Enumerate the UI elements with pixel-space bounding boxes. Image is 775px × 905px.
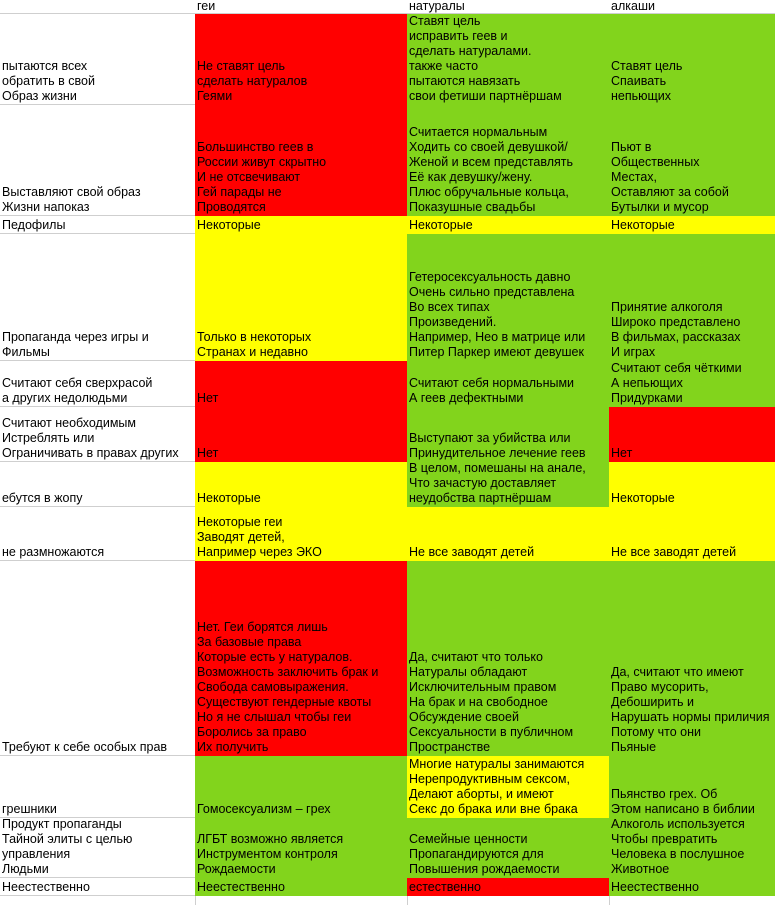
cell-text-line: И не отсвечивают (197, 170, 301, 184)
cell-text-line: Некоторые (197, 491, 261, 505)
row-label-line: Пропаганда через игры и (2, 330, 149, 344)
cell-text-line: Оставляют за собой (611, 185, 729, 199)
cell-text-line: Животное (611, 862, 670, 876)
column-divider (407, 896, 408, 905)
cell-text-line: Рождаемости (197, 862, 276, 876)
cell-text-line: Показушные свадьбы (409, 200, 536, 214)
cell-text-line: Только в некоторых (197, 330, 312, 344)
cell-text-line: Нерепродуктивным сексом, (409, 772, 570, 786)
data-cell[interactable] (609, 462, 775, 507)
data-cell[interactable] (195, 216, 407, 234)
data-cell[interactable] (407, 462, 609, 507)
cell-text-line: Геями (197, 89, 233, 103)
cell-text-line: Местах, (611, 170, 658, 184)
cell-text-line: Ставят цель (611, 59, 683, 73)
cell-text-line: Нет (197, 391, 219, 405)
row-label-line: Педофилы (2, 218, 66, 232)
cell-text-line: Заводят детей, (197, 530, 285, 544)
cell-text-line: Женой и всем представлять (409, 155, 574, 169)
row-label-line: Истреблять или (2, 431, 95, 445)
row-label-line: Фильмы (2, 345, 50, 359)
data-cell[interactable] (407, 216, 609, 234)
row-label-cell[interactable] (0, 462, 195, 507)
cell-text-line: Секс до брака или вне брака (409, 802, 578, 816)
row-label-cell[interactable] (0, 14, 195, 105)
row-label-line: Считают необходимым (2, 416, 137, 430)
data-cell[interactable] (407, 878, 609, 896)
cell-text-line: Очень сильно представлена (409, 285, 575, 299)
cell-text-line: Дебоширить и (611, 695, 695, 709)
data-cell[interactable] (195, 818, 407, 878)
cell-text-line: Некоторые (409, 218, 473, 232)
cell-text-line: Произведений. (409, 315, 497, 329)
cell-text-line: Считают себя чёткими (611, 361, 742, 375)
data-cell[interactable] (407, 234, 609, 361)
cell-text-line: Пространстве (409, 740, 491, 754)
data-cell[interactable] (609, 561, 775, 756)
cell-text-line: Нет. Геи борятся лишь (197, 620, 328, 634)
cell-text-line: сделать натуралов (197, 74, 308, 88)
cell-text-line: Делают аборты, и имеют (409, 787, 554, 801)
cell-text-line: Во всех типах (409, 300, 490, 314)
cell-text-line: Гомосексуализм – грех (197, 802, 331, 816)
data-cell[interactable] (195, 561, 407, 756)
data-cell[interactable] (195, 462, 407, 507)
cell-text-line: Её как девушку/жену. (409, 170, 533, 184)
data-cell[interactable] (195, 878, 407, 896)
row-label-line: пытаются всех (2, 59, 88, 73)
data-cell[interactable] (609, 234, 775, 361)
cell-text-line: исправить геев и (409, 29, 508, 43)
row-label-line: ебутся в жопу (2, 491, 83, 505)
cell-text-line: Пропагандируются для (409, 847, 544, 861)
data-cell[interactable] (609, 407, 775, 462)
row-label-line: Неестественно (2, 880, 90, 894)
row-label-line: не размножаются (2, 545, 105, 559)
row-label-cell[interactable] (0, 234, 195, 361)
data-cell[interactable] (195, 105, 407, 216)
data-cell[interactable] (609, 216, 775, 234)
row-label-cell[interactable] (0, 407, 195, 462)
cell-text-line: Человека в послушное (611, 847, 745, 861)
cell-text-line: Исключительным правом (409, 680, 557, 694)
data-cell[interactable] (407, 561, 609, 756)
header-cell-corner[interactable] (0, 0, 195, 13)
cell-text-line: На брак и на свободное (409, 695, 548, 709)
cell-text-line: Бутылки и мусор (611, 200, 709, 214)
cell-text-line: Нарушать нормы приличия (611, 710, 770, 724)
cell-text-line: Широко представлено (611, 315, 741, 329)
cell-text-line: Боролись за право (197, 725, 307, 739)
cell-text-line: России живут скрытно (197, 155, 327, 169)
cell-text-line: Некоторые (611, 218, 675, 232)
cell-text-line: естественно (409, 880, 481, 894)
cell-text-line: Некоторые (611, 491, 675, 505)
row-label-cell[interactable] (0, 756, 195, 818)
cell-text-line: Их получить (197, 740, 269, 754)
row-label-cell[interactable] (0, 105, 195, 216)
row-label-cell[interactable] (0, 361, 195, 407)
cell-text-line: Неестественно (611, 880, 699, 894)
data-cell[interactable] (407, 756, 609, 818)
row-label-line: а других недолюдьми (2, 391, 128, 405)
cell-text-line: Алкоголь используется (611, 818, 745, 831)
row-label-line: обратить в свой (2, 74, 95, 88)
row-label-line: Выставляют свой образ (2, 185, 141, 199)
row-label-cell[interactable] (0, 878, 195, 896)
row-label-line: грешники (2, 802, 57, 816)
cell-text-line: Считают себя нормальными (409, 376, 575, 390)
column-divider (609, 896, 610, 905)
header-label: натуралы (409, 0, 465, 13)
data-cell[interactable] (195, 507, 407, 561)
header-cell-straights[interactable] (407, 0, 609, 13)
cell-text-line: Например через ЭКО (197, 545, 322, 559)
cell-text-line: Нет (197, 446, 219, 460)
data-cell[interactable] (407, 407, 609, 462)
cell-text-line: Да, считают что только (409, 650, 543, 664)
cell-text-line: Не ставят цель (197, 59, 286, 73)
data-cell[interactable] (195, 234, 407, 361)
cell-text-line: также часто (409, 59, 479, 73)
cell-text-line: сделать натуралами. (409, 44, 532, 58)
cell-text-line: А геев дефектными (409, 391, 524, 405)
row-label-line: Тайной элиты с целью (2, 832, 133, 846)
cell-text-line: Общественных (611, 155, 700, 169)
header-cell-gays[interactable] (195, 0, 407, 13)
cell-text-line: Не все заводят детей (409, 545, 535, 559)
cell-text-line: Ходить со своей девушкой/ (409, 140, 568, 154)
row-label-cell[interactable] (0, 507, 195, 561)
data-cell[interactable] (609, 818, 775, 878)
header-cell-alcoholics[interactable] (609, 0, 775, 13)
cell-text-line: Не все заводят детей (611, 545, 737, 559)
cell-text-line: В целом, помешаны на анале, (409, 462, 586, 475)
header-label: геи (197, 0, 216, 13)
cell-text-line: Сексуальности в публичном (409, 725, 574, 739)
data-cell[interactable] (195, 756, 407, 818)
cell-text-line: Инструментом контроля (197, 847, 338, 861)
cell-text-line: Странах и недавно (197, 345, 309, 359)
cell-text-line: Но я не слышал чтобы геи (197, 710, 352, 724)
cell-text-line: неудобства партнёршам (409, 491, 552, 505)
cell-text-line: Семейные ценности (409, 832, 528, 846)
cell-text-line: Плюс обручальные кольца, (409, 185, 569, 199)
data-cell[interactable] (195, 361, 407, 407)
cell-text-line: Возможность заключить брак и (197, 665, 379, 679)
cell-text-line: Этом написано в библии (611, 802, 755, 816)
cell-text-line: Проводятся (197, 200, 266, 214)
cell-text-line: В фильмах, рассказах (611, 330, 741, 344)
row-label-cell[interactable] (0, 216, 195, 234)
data-cell[interactable] (609, 507, 775, 561)
cell-text-line: Питер Паркер имеют девушек (409, 345, 584, 359)
cell-text-line: Нет (611, 446, 633, 460)
cell-text-line: Право мусорить, (611, 680, 709, 694)
data-cell[interactable] (609, 756, 775, 818)
cell-text-line: Чтобы превратить (611, 832, 718, 846)
row-label-cell[interactable] (0, 818, 195, 878)
cell-text-line: Спаивать (611, 74, 667, 88)
cell-text-line: И играх (611, 345, 656, 359)
cell-text-line: непьющих (611, 89, 672, 103)
cell-text-line: свои фетиши партнёршам (409, 89, 562, 103)
cell-text-line: Некоторые геи (197, 515, 283, 529)
row-label-line: Ограничивать в правах других (2, 446, 179, 460)
row-divider (0, 895, 195, 896)
data-cell[interactable] (609, 105, 775, 216)
cell-text-line: Неестественно (197, 880, 285, 894)
column-divider (195, 896, 196, 905)
data-cell[interactable] (195, 407, 407, 462)
cell-text-line: Потому что они (611, 725, 702, 739)
data-cell[interactable] (407, 361, 609, 407)
data-cell[interactable] (195, 14, 407, 105)
cell-text-line: Большинство геев в (197, 140, 314, 154)
cell-text-line: Принятие алкоголя (611, 300, 723, 314)
cell-text-line: Свобода самовыражения. (197, 680, 349, 694)
data-cell[interactable] (407, 14, 609, 105)
cell-text-line: Гетеросексуальность давно (409, 270, 571, 284)
cell-text-line: Пьянство грех. Об (611, 787, 718, 801)
data-cell[interactable] (407, 818, 609, 878)
row-label-line: управления (2, 847, 71, 861)
data-cell[interactable] (609, 14, 775, 105)
row-label-line: Людьми (2, 862, 49, 876)
cell-text-line: Принудительное лечение геев (409, 446, 586, 460)
cell-text-line: пытаются навязать (409, 74, 521, 88)
row-label-cell[interactable] (0, 561, 195, 756)
cell-text-line: Выступают за убийства или (409, 431, 571, 445)
cell-text-line: Пьяные (611, 740, 657, 754)
cell-text-line: Многие натуралы занимаются (409, 757, 585, 771)
data-cell[interactable] (407, 105, 609, 216)
cell-text-line: Некоторые (197, 218, 261, 232)
data-cell[interactable] (609, 361, 775, 407)
row-label-line: Требуют к себе особых прав (2, 740, 168, 754)
row-label-line: Считают себя сверхрасой (2, 376, 153, 390)
cell-text-line: Да, считают что имеют (611, 665, 744, 679)
data-cell[interactable] (609, 878, 775, 896)
cell-text-line: Существуют гендерные квоты (197, 695, 372, 709)
cell-text-line: Ставят цель (409, 14, 481, 28)
cell-text-line: А непьющих (611, 376, 683, 390)
cell-text-line: Гей парады не (197, 185, 282, 199)
cell-text-line: Пьют в (611, 140, 652, 154)
row-label-line: Образ жизни (2, 89, 77, 103)
cell-text-line: Которые есть у натуралов. (197, 650, 353, 664)
cell-text-line: Придурками (611, 391, 683, 405)
cell-text-line: Например, Нео в матрице или (409, 330, 586, 344)
cell-text-line: ЛГБТ возможно является (197, 832, 344, 846)
cell-text-line: За базовые права (197, 635, 302, 649)
cell-text-line: Считается нормальным (409, 125, 548, 139)
cell-text-line: Повышения рождаемости (409, 862, 560, 876)
row-label-line: Продукт пропаганды (2, 818, 122, 831)
cell-text-line: Что зачастую доставляет (409, 476, 557, 490)
row-label-line: Жизни напоказ (2, 200, 90, 214)
data-cell[interactable] (407, 507, 609, 561)
cell-text-line: Натуралы обладают (409, 665, 528, 679)
header-label: алкаши (611, 0, 655, 13)
cell-text-line: Обсуждение своей (409, 710, 519, 724)
